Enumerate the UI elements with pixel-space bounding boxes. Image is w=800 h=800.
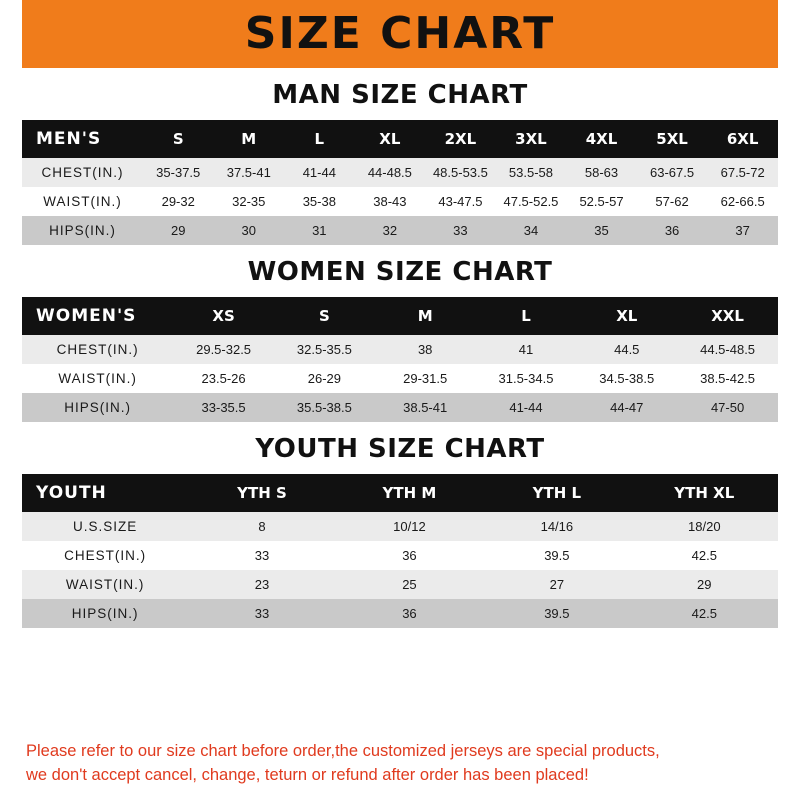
women-row-label-waist: WAIST(IN.)	[22, 364, 173, 393]
men-hips-m: 30	[214, 216, 285, 245]
banner-edge-left	[0, 0, 22, 68]
youth-header-1: YTH S	[188, 474, 335, 512]
women-chest-l: 41	[476, 335, 577, 364]
table-row	[22, 187, 778, 216]
women-header-2: S	[274, 297, 375, 335]
youth-row-label-hips: HIPS(IN.)	[22, 599, 188, 628]
men-header-1: S	[143, 120, 214, 158]
youth-header-4: YTH XL	[631, 474, 778, 512]
women-header-1: XS	[173, 297, 274, 335]
footer-note	[22, 730, 778, 800]
men-header-9: 6XL	[707, 120, 778, 158]
page-title: SIZE CHART	[244, 8, 556, 59]
youth-chest-l: 39.5	[483, 541, 630, 570]
men-header-2: M	[214, 120, 285, 158]
men-hips-2xl: 33	[425, 216, 496, 245]
men-waist-4xl: 52.5-57	[566, 187, 637, 216]
women-header-0: WOMEN'S	[22, 297, 173, 335]
men-header-3: L	[284, 120, 355, 158]
women-waist-xxl: 38.5-42.5	[677, 364, 778, 393]
men-hips-5xl: 36	[637, 216, 708, 245]
women-row-label-chest: CHEST(IN.)	[22, 335, 173, 364]
men-header-7: 4XL	[566, 120, 637, 158]
table-row	[22, 393, 778, 422]
youth-row-label-ussize: U.S.SIZE	[22, 512, 188, 541]
chart-content	[0, 68, 800, 800]
women-chest-s: 32.5-35.5	[274, 335, 375, 364]
youth-row-label-chest: CHEST(IN.)	[22, 541, 188, 570]
youth-header-0: YOUTH	[22, 474, 188, 512]
women-row-label-hips: HIPS(IN.)	[22, 393, 173, 422]
men-size-table	[22, 120, 778, 245]
men-row-label-chest: CHEST(IN.)	[22, 158, 143, 187]
women-chest-xl: 44.5	[576, 335, 677, 364]
men-waist-2xl: 43-47.5	[425, 187, 496, 216]
women-chest-m: 38	[375, 335, 476, 364]
women-size-table	[22, 297, 778, 422]
section-title-women: WOMEN SIZE CHART	[247, 257, 553, 287]
section-title-men: MAN SIZE CHART	[272, 80, 528, 110]
women-hips-xs: 33-35.5	[173, 393, 274, 422]
youth-ussize-m: 10/12	[336, 512, 483, 541]
youth-waist-s: 23	[188, 570, 335, 599]
youth-size-table	[22, 474, 778, 628]
youth-chest-xl: 42.5	[631, 541, 778, 570]
men-header-5: 2XL	[425, 120, 496, 158]
youth-chest-m: 36	[336, 541, 483, 570]
footer-note-line-2: we don't accept cancel, change, teturn or refund after order has been placed!	[26, 766, 589, 785]
men-hips-6xl: 37	[707, 216, 778, 245]
youth-waist-xl: 29	[631, 570, 778, 599]
section-title-youth: YOUTH SIZE CHART	[255, 434, 545, 464]
men-chest-s: 35-37.5	[143, 158, 214, 187]
women-header-3: M	[375, 297, 476, 335]
women-hips-s: 35.5-38.5	[274, 393, 375, 422]
table-header-row	[22, 297, 778, 335]
youth-waist-l: 27	[483, 570, 630, 599]
men-waist-5xl: 57-62	[637, 187, 708, 216]
men-waist-m: 32-35	[214, 187, 285, 216]
men-chest-l: 41-44	[284, 158, 355, 187]
table-row	[22, 541, 778, 570]
table-row	[22, 570, 778, 599]
banner-edge-right	[778, 0, 800, 68]
men-hips-l: 31	[284, 216, 355, 245]
men-chest-2xl: 48.5-53.5	[425, 158, 496, 187]
men-hips-4xl: 35	[566, 216, 637, 245]
footer-note-line-1: Please refer to our size chart before order,the customized jerseys are special products,	[26, 742, 660, 761]
table-header-row	[22, 120, 778, 158]
men-waist-l: 35-38	[284, 187, 355, 216]
men-chest-5xl: 63-67.5	[637, 158, 708, 187]
men-hips-xl: 32	[355, 216, 426, 245]
men-chest-6xl: 67.5-72	[707, 158, 778, 187]
men-hips-s: 29	[143, 216, 214, 245]
men-waist-xl: 38-43	[355, 187, 426, 216]
table-row	[22, 512, 778, 541]
youth-waist-m: 25	[336, 570, 483, 599]
youth-ussize-s: 8	[188, 512, 335, 541]
youth-hips-m: 36	[336, 599, 483, 628]
men-header-8: 5XL	[637, 120, 708, 158]
women-chest-xxl: 44.5-48.5	[677, 335, 778, 364]
table-row	[22, 599, 778, 628]
header-banner	[0, 0, 800, 68]
youth-chest-s: 33	[188, 541, 335, 570]
youth-hips-xl: 42.5	[631, 599, 778, 628]
youth-header-3: YTH L	[483, 474, 630, 512]
women-header-5: XL	[576, 297, 677, 335]
youth-hips-s: 33	[188, 599, 335, 628]
table-row	[22, 335, 778, 364]
women-hips-m: 38.5-41	[375, 393, 476, 422]
youth-hips-l: 39.5	[483, 599, 630, 628]
table-row	[22, 364, 778, 393]
youth-ussize-l: 14/16	[483, 512, 630, 541]
men-row-label-waist: WAIST(IN.)	[22, 187, 143, 216]
men-row-label-hips: HIPS(IN.)	[22, 216, 143, 245]
women-hips-xl: 44-47	[576, 393, 677, 422]
women-hips-l: 41-44	[476, 393, 577, 422]
men-chest-3xl: 53.5-58	[496, 158, 567, 187]
men-waist-s: 29-32	[143, 187, 214, 216]
women-waist-xs: 23.5-26	[173, 364, 274, 393]
table-row	[22, 216, 778, 245]
youth-row-label-waist: WAIST(IN.)	[22, 570, 188, 599]
youth-header-2: YTH M	[336, 474, 483, 512]
women-waist-xl: 34.5-38.5	[576, 364, 677, 393]
women-waist-s: 26-29	[274, 364, 375, 393]
men-chest-xl: 44-48.5	[355, 158, 426, 187]
men-header-6: 3XL	[496, 120, 567, 158]
women-hips-xxl: 47-50	[677, 393, 778, 422]
table-header-row	[22, 474, 778, 512]
men-chest-m: 37.5-41	[214, 158, 285, 187]
women-header-4: L	[476, 297, 577, 335]
women-header-6: XXL	[677, 297, 778, 335]
table-row	[22, 158, 778, 187]
men-hips-3xl: 34	[496, 216, 567, 245]
women-waist-m: 29-31.5	[375, 364, 476, 393]
men-waist-3xl: 47.5-52.5	[496, 187, 567, 216]
women-chest-xs: 29.5-32.5	[173, 335, 274, 364]
men-waist-6xl: 62-66.5	[707, 187, 778, 216]
men-header-0: MEN'S	[22, 120, 143, 158]
women-waist-l: 31.5-34.5	[476, 364, 577, 393]
men-chest-4xl: 58-63	[566, 158, 637, 187]
men-header-4: XL	[355, 120, 426, 158]
youth-ussize-xl: 18/20	[631, 512, 778, 541]
